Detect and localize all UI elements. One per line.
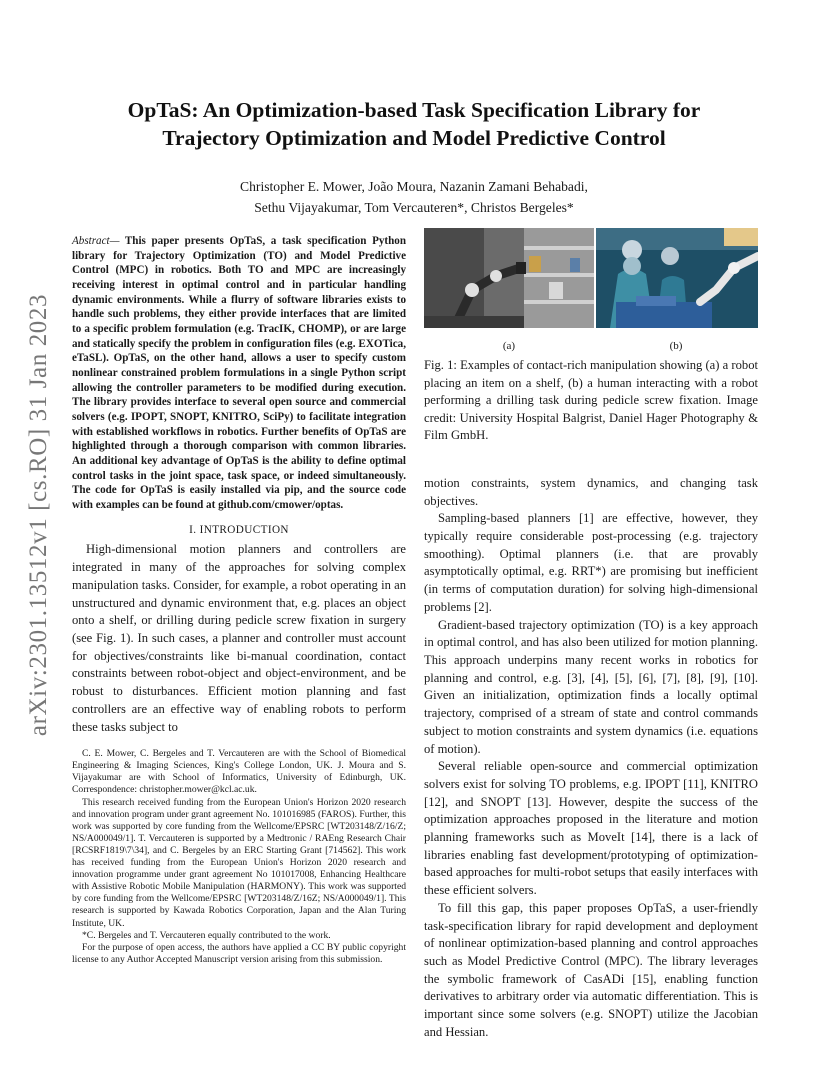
abstract-text: This paper presents OpTaS, a task specification Python library for Trajectory Optimization (TO) and Model Predictive Control (MPC) in robotics. Both TO and MPC are increasingly receiving interest in optimal control and in particular handling dynamic environments. While a flurry of software libraries exists to handle such problems, they either provide interfaces that are limited to a specific problem formulation (e.g. TracIK, CHOMP), or are large and statically specify the problem in configuration files (e.g. EXOTica, eTaSL). OpTaS, on the other hand, allows a user to specify custom nonlinear constrained problem formulations in a single Python script allowing the controller parameters to be modified during execution. The library provides interface to several open source and commercial solvers (e.g. IPOPT, SNOPT, KNITRO, SciPy) to facilitate integration with established workflows in robotics. Further benefits of OpTaS are highlighted through a thorough comparison with common libraries. An additional key advantage of OpTaS is the ability to define optimal control tasks in the joint space, task space, or indeed simultaneously. The code for OpTaS is easily installed via pip, and the source code with examples can be found at github.com/cmower/optas. [72,235,406,511]
paper-title [70,96,758,152]
introduction-body [72,541,406,736]
authors-line-2: Sethu Vijayakumar, Tom Vercauteren*, Christos Bergeles* [254,200,574,215]
arxiv-identifier: arXiv:2301.13512v1 [cs.RO] 31 Jan 2023 [25,293,52,737]
section-heading-introduction: I. INTRODUCTION [189,524,289,537]
right-column [424,228,758,1041]
left-column [72,234,406,966]
title-line-2: Trajectory Optimization and Model Predictive Control [162,126,666,150]
abstract [72,234,406,512]
intro-paragraph: High-dimensional motion planners and controllers are integrated in many of the approaches for solving complex manipulation tasks. Consider, for example, a robot operating in an unstructured and dynamic environment that, e.g. places an object onto a shelf, or drilling during pedicle screw fixation in surgery (see Fig. 1). In such cases, a planner and controller must account for objectives/constraints like bi-manual coordination, contact constraints between robot-object and object-environment, and be robust to disturbances. Efficient motion planning and fast controllers are an effective way of enabling robots to perform these tasks subject to [72,542,406,734]
abstract-label: Abstract— [72,235,120,247]
paragraph-sampling-planners: Sampling-based planners [1] are effective, however, they typically require considerable post-processing (e.g. trajectory smoothing). Optimal planners (i.e. that are provably asymptotically optimal, e.g. RRT*) are promising but inefficient (in terms of computation duration) for solving high-dimensional problems [2]. [424,511,758,614]
paragraph-solvers: Several reliable open-source and commercial optimization solvers exist for solving TO problems, e.g. IPOPT [11], KNITRO [12], and SNOPT [13]. However, despite the success of the optimization approaches proposed in the literature and motion planning frameworks such as MoveIt [14], there is a lack of libraries enabling fast development/prototyping of optimization-based approaches for multi-robot setups that easily interfaces with these efficient solvers. [424,759,758,898]
paragraph-optas-proposal: To fill this gap, this paper proposes OpTaS, a user-friendly task-specification library for rapid development and deployment of nonlinear optimization-based planning and control approaches such as Model Predictive Control (MPC). The library leverages the symbolic framework of CasADi [15], enabling function derivatives to arbitrary order via automatic differentiation. This is important since some solvers (e.g. SNOPT) utilize the Jacobian and Hessian. [424,900,758,1039]
footnotes [72,748,406,966]
figure-1b-label: (b) [669,340,683,352]
title-block [70,96,758,218]
figure-1a-label: (a) [502,340,516,352]
footnote-open-access: For the purpose of open access, the authors have applied a CC BY public copyright license to any Author Accepted Manuscript version arising from this submission. [72,941,406,965]
figure-1-caption: Fig. 1: Examples of contact-rich manipulation showing (a) a robot placing an item on a shelf, (b) a human interacting with a robot performing a drilling task during pedicle screw fixation. Image credit: University Hospital Balgrist, Daniel Hager Photography & Film GmbH. [424,358,758,443]
footnote-funding: This research received funding from the European Union's Horizon 2020 research and innovation program under grant agreement No. 101016985 (FAROS). Further, this work was supported by core funding from the Wellcome/EPSRC [WT203148/Z/16/Z; NS/A000049/1]. T. Vercauteren is supported by a Medtronic / RAEng Research Chair [RCSRF1819\7\34], and C. Bergeles by an ERC Starting Grant [714562]. This work has received funding from the European Union's Horizon 2020 research and innovation programme under grant agreement No 101017008, Enhancing Healthcare with Assistive Robotic Mobile Manipulation (HARMONY). This work was supported by core funding from the Wellcome/EPSRC [WT203148/Z/16Z; NS/A000049/1]. This research is supported by Kawada Robotics Corporation, Japan and the Alan Turing Institute, UK. [72,796,406,929]
footnote-affiliations: C. E. Mower, C. Bergeles and T. Vercauteren are with the School of Biomedical Engineering & Imaging Sciences, King's College London, UK. J. Moura and S. Vijayakumar are with School of Informatics, University of Edinburgh, UK. Correspondence: christopher.mower@kcl.ac.uk. [72,748,406,796]
paragraph-gradient-to: Gradient-based trajectory optimization (TO) is a key approach in optimal control, and has also been utilized for motion planning. This approach underpins many recent works in robotics for planning and control, e.g. [3], [4], [5], [6], [7], [8], [9], [10]. Given an initialization, optimization finds a locally optimal trajectory, comprised of a stream of state and control commands subject to motion constraints and system dynamics (i.e. equations of motion). [424,617,758,756]
arxiv-side-stamp [22,290,56,740]
right-column-body [424,475,758,1042]
authors-line-1: Christopher E. Mower, João Moura, Nazanin Zamani Behabadi, [240,179,588,194]
title-line-1: OpTaS: An Optimization-based Task Specification Library for [127,98,701,122]
paragraph-continuation: motion constraints, system dynamics, and changing task objectives. [424,475,758,508]
footnote-equal-contribution: *C. Bergeles and T. Vercauteren equally contributed to the work. [82,929,331,941]
figure-1a-robot-shelf-photo [424,228,594,328]
figure-1b-surgical-robot-photo [596,228,758,328]
author-list [70,176,758,218]
figure-1 [424,228,758,354]
